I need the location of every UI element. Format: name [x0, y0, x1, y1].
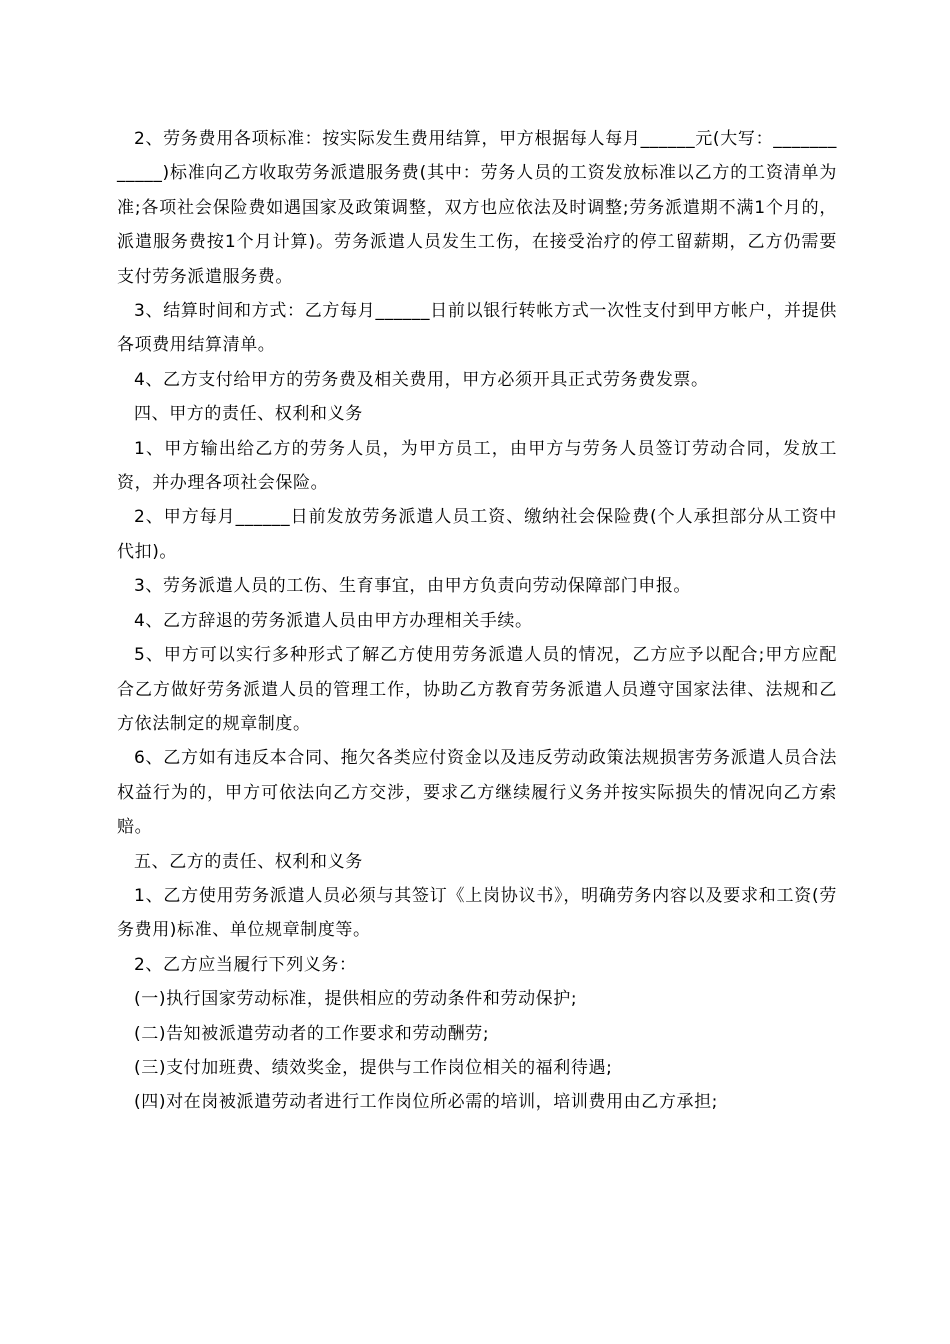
paragraph-a-1: 1、甲方输出给乙方的劳务人员，为甲方员工，由甲方与劳务人员签订劳动合同，发放工资，并办理各项社会保险。 [117, 438, 837, 494]
section-heading-party-b: 五、乙方的责任、权利和义务 [134, 851, 363, 872]
paragraph-invoice: 4、乙方支付给甲方的劳务费及相关费用，甲方必须开具正式劳务费发票。 [134, 369, 709, 390]
paragraph-b-2: 2、乙方应当履行下列义务： [134, 954, 357, 975]
obligation-item-4: (四)对在岗被派遣劳动者进行工作岗位所必需的培训，培训费用由乙方承担; [134, 1092, 718, 1113]
paragraph-fee-standard: 2、劳务费用各项标准：按实际发生费用结算，甲方根据每人每月______元(大写：____________)标准向乙方收取劳务派遣服务费(其中：劳务人员的工资发放标准以乙方的工资清单为准;各项社会保险费如遇国家及政策调整，双方也应依法及时调整;劳务派遣期不满1个月的，派遣服务费按1个月计算)。劳务派遣人员发生工伤，在接受治疗的停工留薪期，乙方仍需要支付劳务派遣服务费。 [117, 129, 837, 287]
paragraph-settlement-time: 3、结算时间和方式：乙方每月______日前以银行转帐方式一次性支付到甲方帐户，并提供各项费用结算清单。 [117, 301, 837, 356]
paragraph-b-1: 1、乙方使用劳务派遣人员必须与其签订《上岗协议书》，明确劳务内容以及要求和工资(劳务费用)标准、单位规章制度等。 [117, 885, 837, 941]
paragraph-a-4: 4、乙方辞退的劳务派遣人员由甲方办理相关手续。 [134, 610, 533, 631]
obligation-item-1: (一)执行国家劳动标准，提供相应的劳动条件和劳动保护; [134, 989, 578, 1010]
paragraph-a-3: 3、劳务派遣人员的工伤、生育事宜，由甲方负责向劳动保障部门申报。 [134, 576, 692, 597]
section-heading-party-a: 四、甲方的责任、权利和义务 [134, 404, 363, 425]
paragraph-a-5: 5、甲方可以实行多种形式了解乙方使用劳务派遣人员的情况，乙方应予以配合;甲方应配合乙方做好劳务派遣人员的管理工作，协助乙方教育劳务派遣人员遵守国家法律、法规和乙方依法制定的规章制度。 [117, 645, 837, 734]
obligation-item-3: (三)支付加班费、绩效奖金，提供与工作岗位相关的福利待遇; [134, 1057, 613, 1078]
document-body [117, 122, 837, 1120]
paragraph-a-6: 6、乙方如有违反本合同、拖欠各类应付资金以及违反劳动政策法规损害劳务派遣人员合法权益行为的，甲方可依法向乙方交涉，要求乙方继续履行义务并按实际损失的情况向乙方索赔。 [117, 748, 837, 838]
paragraph-a-2: 2、甲方每月______日前发放劳务派遣人员工资、缴纳社会保险费(个人承担部分从工资中代扣)。 [117, 507, 837, 562]
obligation-item-2: (二)告知被派遣劳动者的工作要求和劳动酬劳; [134, 1023, 490, 1044]
